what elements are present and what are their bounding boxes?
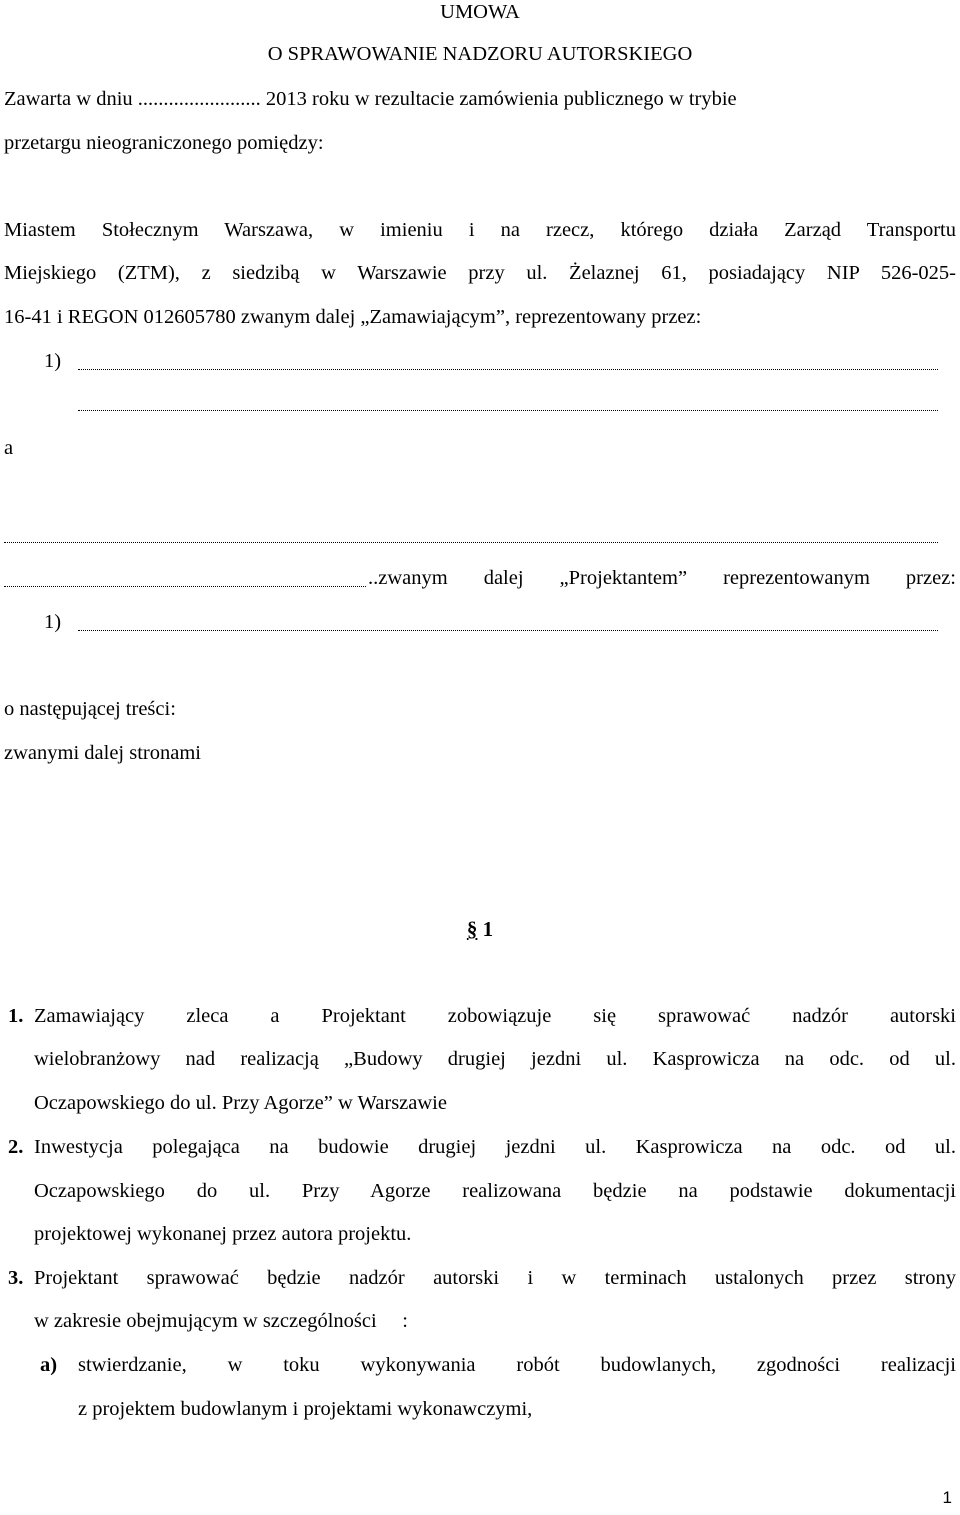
section-heading [0, 917, 960, 941]
party1-rep-number: 1) [44, 350, 62, 372]
item-number: 1. [8, 1005, 24, 1027]
item-number: 3. [8, 1267, 24, 1289]
item-line: w zakresie obejmującym w szczególności : [34, 1310, 408, 1332]
item-line: Projektant sprawować będzie nadzór autorski i w terminach ustalonych przez strony [34, 1267, 956, 1289]
document-subtitle: O SPRAWOWANIE NADZORU AUTORSKIEGO [267, 43, 693, 65]
page-number: 1 [942, 1488, 952, 1507]
party2-line: ..zwanym dalej „Projektantem” reprezentowanym przez: [368, 567, 956, 589]
section-symbol: § [466, 917, 478, 941]
item-line: projektowej wykonanej przez autora projektu. [34, 1223, 412, 1245]
parties-label: zwanymi dalej stronami [4, 742, 201, 764]
item-line: Zamawiający zleca a Projektant zobowiązuje się sprawować nadzór autorski [34, 1005, 956, 1027]
item-line: Oczapowskiego do ul. Przy Agorze” w Warszawie [34, 1092, 447, 1114]
party2-name-dotted-line [4, 542, 938, 543]
party1-rep-dotted-line-2 [78, 410, 938, 411]
subitem-letter: a) [40, 1354, 58, 1376]
intro-line-1: Zawarta w dniu ........................ 2013 roku w rezultacie zamówienia publicznego w trybie [4, 88, 737, 110]
document-title: UMOWA [440, 1, 520, 23]
section-number: 1 [482, 917, 494, 941]
party1-rep-dotted-line [78, 369, 938, 370]
party2-dotted-line [4, 586, 366, 587]
party1-line-1: Miastem Stołecznym Warszawa, w imieniu i na rzecz, którego działa Zarząd Transportu [4, 219, 956, 241]
item-line: Inwestycja polegająca na budowie drugiej jezdni ul. Kasprowicza na odc. od ul. [34, 1136, 956, 1158]
party1-line-3: 16-41 i REGON 012605780 zwanym dalej „Zamawiającym”, reprezentowany przez: [4, 306, 702, 328]
subitem-line: z projektem budowlanym i projektami wykonawczymi, [78, 1398, 533, 1420]
intro-line-2: przetargu nieograniczonego pomiędzy: [4, 132, 324, 154]
item-number: 2. [8, 1136, 24, 1158]
party2-rep-dotted-line [78, 630, 938, 631]
party1-line-2: Miejskiego (ZTM), z siedzibą w Warszawie przy ul. Żelaznej 61, posiadający NIP 526-025- [4, 262, 956, 284]
subitem-line: stwierdzanie, w toku wykonywania robót budowlanych, zgodności realizacji [78, 1354, 956, 1376]
content-intro: o następującej treści: [4, 698, 176, 720]
conjunction: a [4, 437, 14, 459]
item-line: wielobranżowy nad realizacją „Budowy drugiej jezdni ul. Kasprowicza na odc. od ul. [34, 1048, 956, 1070]
item-line: Oczapowskiego do ul. Przy Agorze realizowana będzie na podstawie dokumentacji [34, 1180, 956, 1202]
party2-rep-number: 1) [44, 611, 62, 633]
